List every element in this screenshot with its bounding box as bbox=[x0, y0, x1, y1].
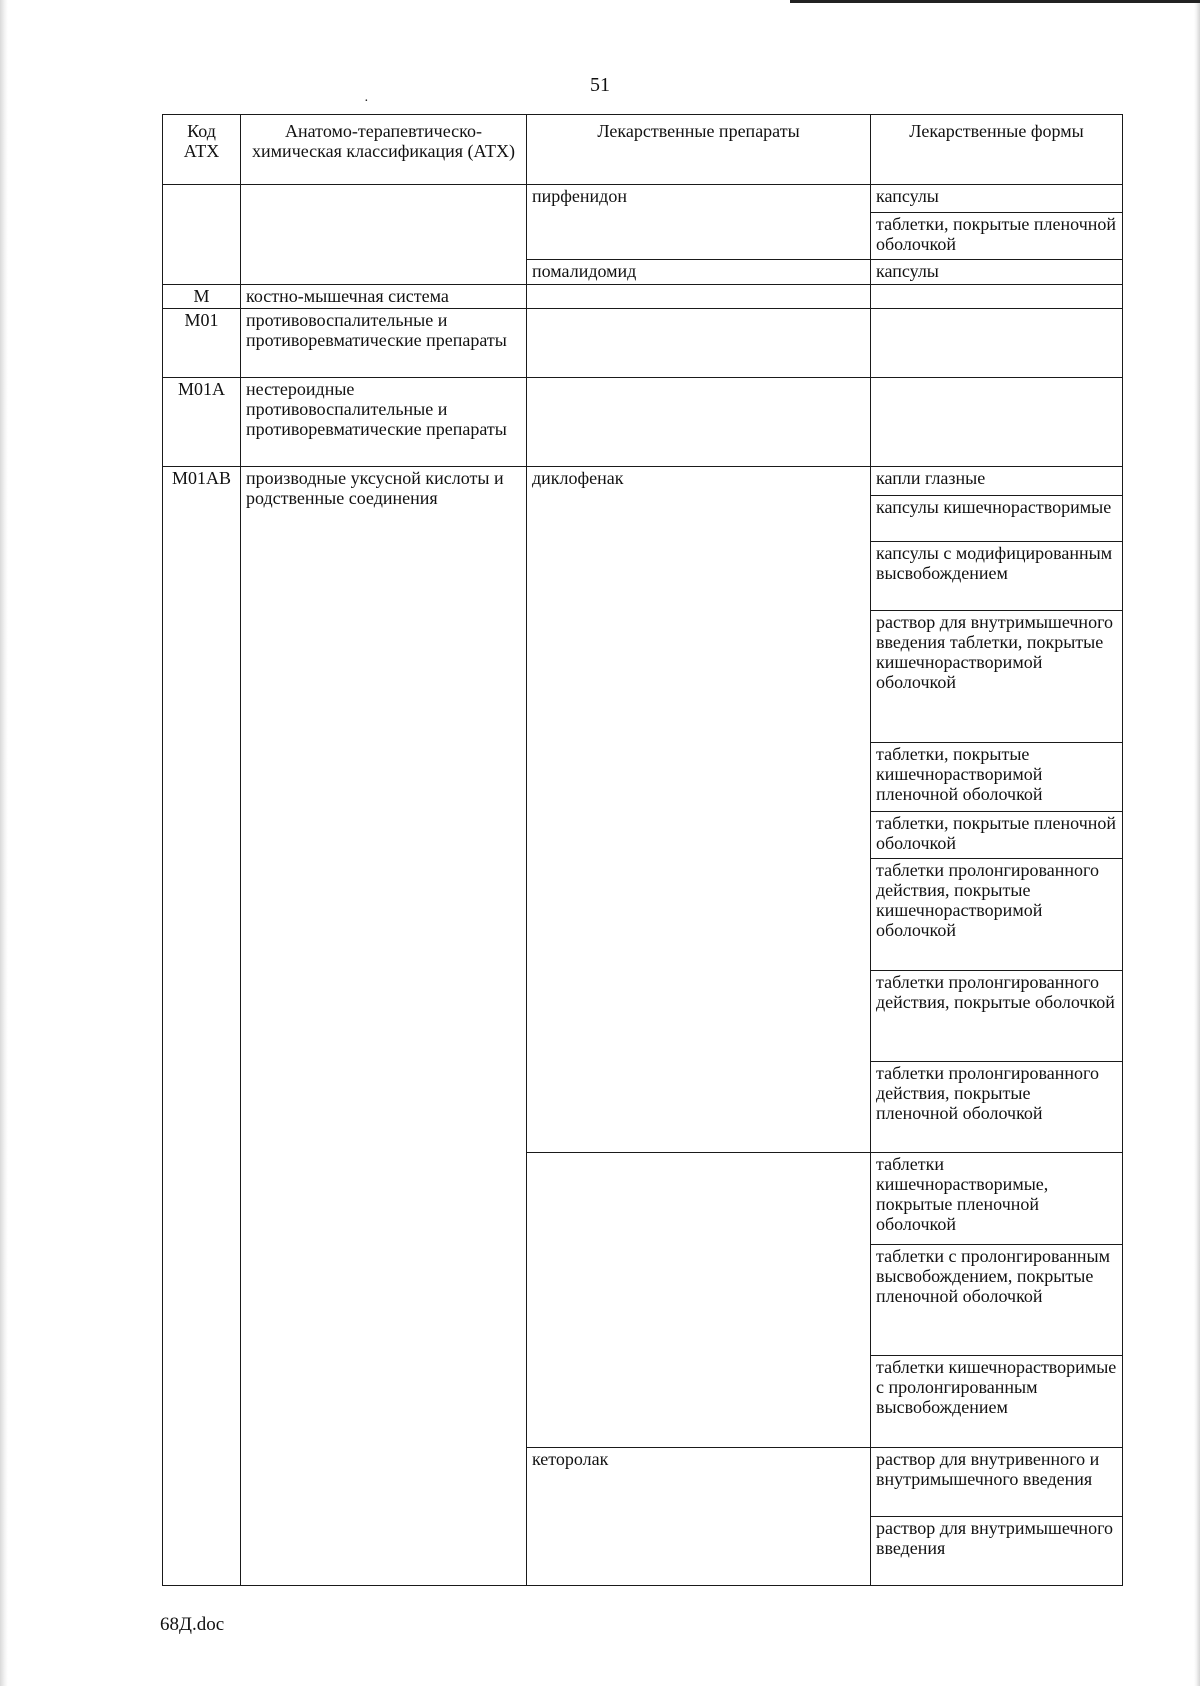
form-cell: таблетки пролонгированного действия, покрытые кишечнорастворимой оболочкой bbox=[871, 859, 1123, 971]
scan-dot: · bbox=[364, 94, 369, 109]
classification-cell bbox=[241, 185, 527, 284]
form-cell: таблетки, покрытые пленочной оболочкой bbox=[871, 213, 1123, 260]
form-cell: таблетки кишечнорастворимые с пролонгированным высвобождением bbox=[871, 1356, 1123, 1447]
classification-cell: нестероидные противовоспалительные и противоревматические препараты bbox=[241, 377, 527, 466]
header-classification: Анатомо-терапевтическо-химическая классификация (АТХ) bbox=[241, 115, 527, 185]
scan-edge-right bbox=[1194, 0, 1200, 1686]
drug-cell-pomalidomid: помалидомид bbox=[527, 260, 871, 284]
form-cell bbox=[871, 377, 1123, 466]
drug-cell bbox=[527, 308, 871, 377]
drug-cell bbox=[527, 377, 871, 466]
form-cell: таблетки пролонгированного действия, покрытые оболочкой bbox=[871, 970, 1123, 1061]
header-code: Код АТХ bbox=[163, 115, 241, 185]
classification-cell: костно-мышечная система bbox=[241, 284, 527, 308]
code-cell bbox=[163, 185, 241, 284]
form-cell: капсулы bbox=[871, 185, 1123, 213]
form-cell: раствор для внутримышечного введения таблетки, покрытые кишечнорастворимой оболочкой bbox=[871, 611, 1123, 743]
footer-filename: 68Д.doc bbox=[160, 1614, 225, 1635]
table-row bbox=[163, 284, 1123, 308]
code-cell: M01AB bbox=[163, 467, 241, 1586]
table-row bbox=[163, 308, 1123, 377]
table-row bbox=[163, 377, 1123, 466]
page-number: 51 bbox=[590, 74, 610, 96]
drug-cell bbox=[527, 284, 871, 308]
code-cell: M01 bbox=[163, 308, 241, 377]
atx-table bbox=[162, 114, 1123, 1586]
form-cell: таблетки кишечнорастворимые, покрытые пленочной оболочкой bbox=[871, 1153, 1123, 1244]
drug-cell-ketorolak: кеторолак bbox=[527, 1447, 871, 1585]
code-cell: M bbox=[163, 284, 241, 308]
classification-cell: производные уксусной кислоты и родственные соединения bbox=[241, 467, 527, 1586]
form-cell: таблетки, покрытые пленочной оболочкой bbox=[871, 812, 1123, 859]
form-cell bbox=[871, 284, 1123, 308]
drug-cell-diklofenak: диклофенак bbox=[527, 467, 871, 1153]
table-row bbox=[163, 467, 1123, 495]
form-cell: капсулы bbox=[871, 260, 1123, 284]
form-cell: таблетки с пролонгированным высвобождением, покрытые пленочной оболочкой bbox=[871, 1244, 1123, 1356]
scan-edge-top bbox=[790, 0, 1200, 3]
form-cell: раствор для внутривенного и внутримышечного введения bbox=[871, 1447, 1123, 1516]
table-header-row bbox=[163, 115, 1123, 185]
code-cell: M01A bbox=[163, 377, 241, 466]
form-cell: капсулы кишечнорастворимые bbox=[871, 495, 1123, 542]
form-cell bbox=[871, 308, 1123, 377]
drug-cell bbox=[527, 1153, 871, 1447]
header-forms: Лекарственные формы bbox=[871, 115, 1123, 185]
classification-cell: противовоспалительные и противоревматические препараты bbox=[241, 308, 527, 377]
form-cell: капли глазные bbox=[871, 467, 1123, 495]
scan-edge-left bbox=[0, 0, 8, 1686]
table-row bbox=[163, 185, 1123, 213]
form-cell: капсулы с модифицированным высвобождением bbox=[871, 542, 1123, 611]
drug-cell-pirfenidon: пирфенидон bbox=[527, 185, 871, 260]
form-cell: раствор для внутримышечного введения bbox=[871, 1516, 1123, 1585]
form-cell: таблетки пролонгированного действия, покрытые пленочной оболочкой bbox=[871, 1062, 1123, 1153]
form-cell: таблетки, покрытые кишечнорастворимой пленочной оболочкой bbox=[871, 743, 1123, 812]
header-drugs: Лекарственные препараты bbox=[527, 115, 871, 185]
